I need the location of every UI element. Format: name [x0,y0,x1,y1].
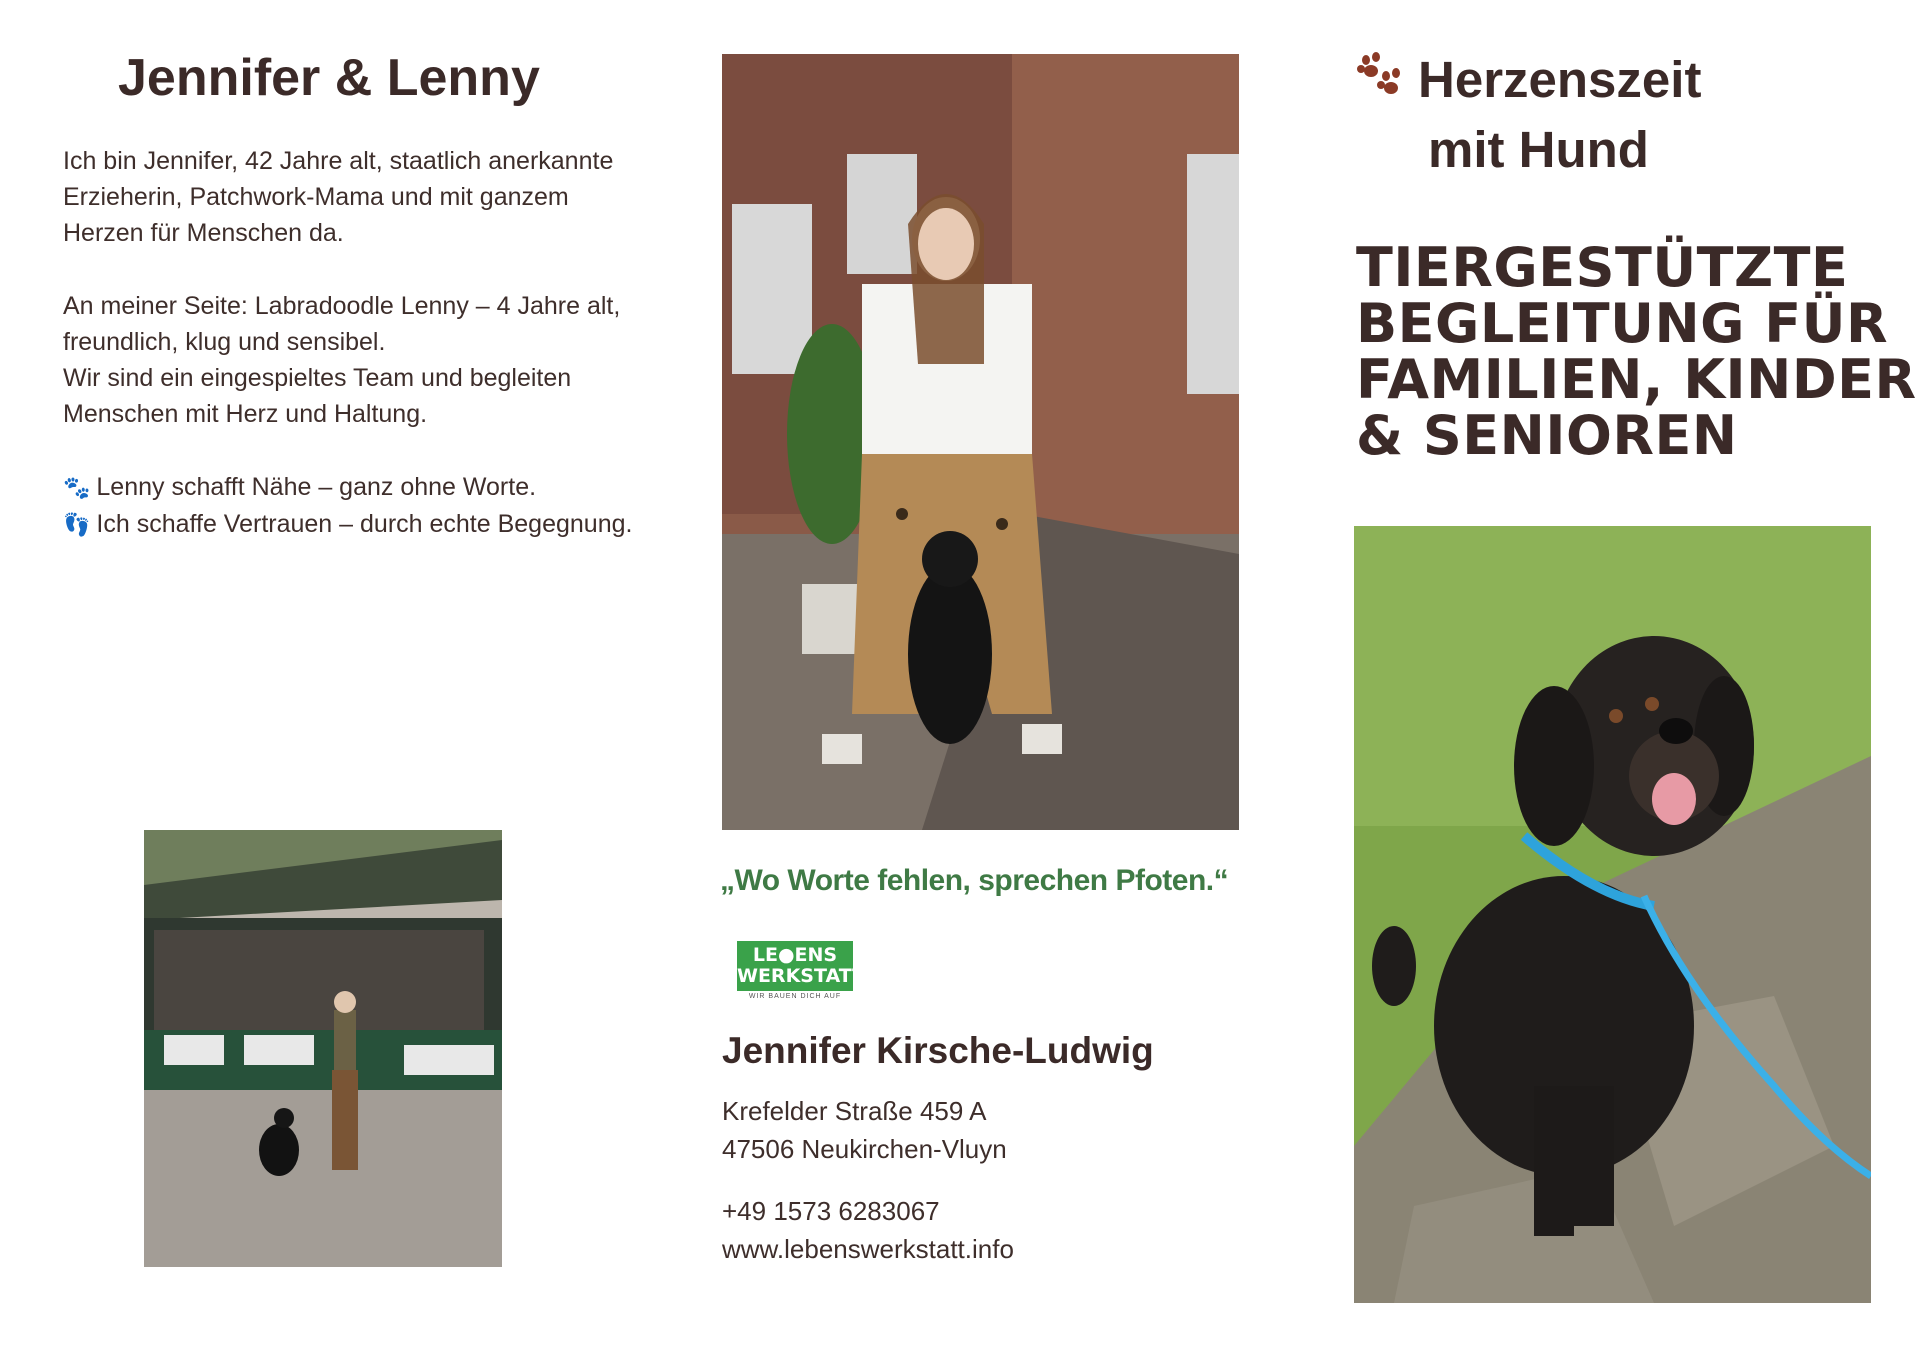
phone-number[interactable]: +49 1573 6283067 [722,1196,940,1226]
address-city: 47506 Neukirchen-Vluyn [722,1134,1007,1164]
lenny-paragraph [63,288,633,432]
contact-address [722,1092,1007,1168]
logo-line-2: WERKSTATT [737,965,866,987]
cafe-photo [144,830,502,1267]
intro-paragraph: Ich bin Jennifer, 42 Jahre alt, staatlich anerkannte Erzieherin, Patchwork-Mama und mit ganzem Herzen für Menschen da. [63,147,614,247]
quote-text: „Wo Worte fehlen, sprechen Pfoten.“ [720,864,1229,897]
headline-line: FAMILIEN, KINDER [1356,348,1917,411]
contact-details [722,1192,1014,1268]
footprints-icon: 👣 [63,512,91,537]
brand-title-line-1: Herzenszeit [1418,51,1702,108]
logo-tagline: WIR BAUEN DICH AUF [748,993,842,1000]
brand-title-line-2: mit Hund [1428,121,1649,178]
bullet-item [63,469,633,506]
page-title: Jennifer & Lenny [118,49,540,107]
lenny-line-1: An meiner Seite: Labradoodle Lenny – 4 Jahre alt, freundlich, klug und sensibel. [63,292,621,356]
bullet-text: Lenny schafft Nähe – ganz ohne Worte. [96,473,537,501]
paw-icon: 🐾 [63,475,91,500]
logo-line-1: LE●ENS [752,944,838,966]
lenny-line-2: Wir sind ein eingespieltes Team und begleiten Menschen mit Herz und Haltung. [63,364,572,428]
paw-icon [1356,52,1402,100]
website-link[interactable]: www.lebenswerkstatt.info [722,1234,1014,1264]
headline-line: & SENIOREN [1356,404,1738,467]
bullet-list [63,469,633,543]
bullet-item [63,506,633,543]
contact-name: Jennifer Kirsche-Ludwig [722,1030,1154,1071]
headline [1356,236,1917,467]
headline-line: TIERGESTÜTZTE [1356,236,1849,299]
bullet-text: Ich schaffe Vertrauen – durch echte Begegnung. [96,510,633,538]
lenny-dog-photo [1354,526,1871,1303]
jennifer-photo [722,54,1239,830]
lebenswerkstatt-logo [737,941,866,1005]
address-street: Krefelder Straße 459 A [722,1096,987,1126]
headline-line: BEGLEITUNG FÜR [1356,292,1889,355]
